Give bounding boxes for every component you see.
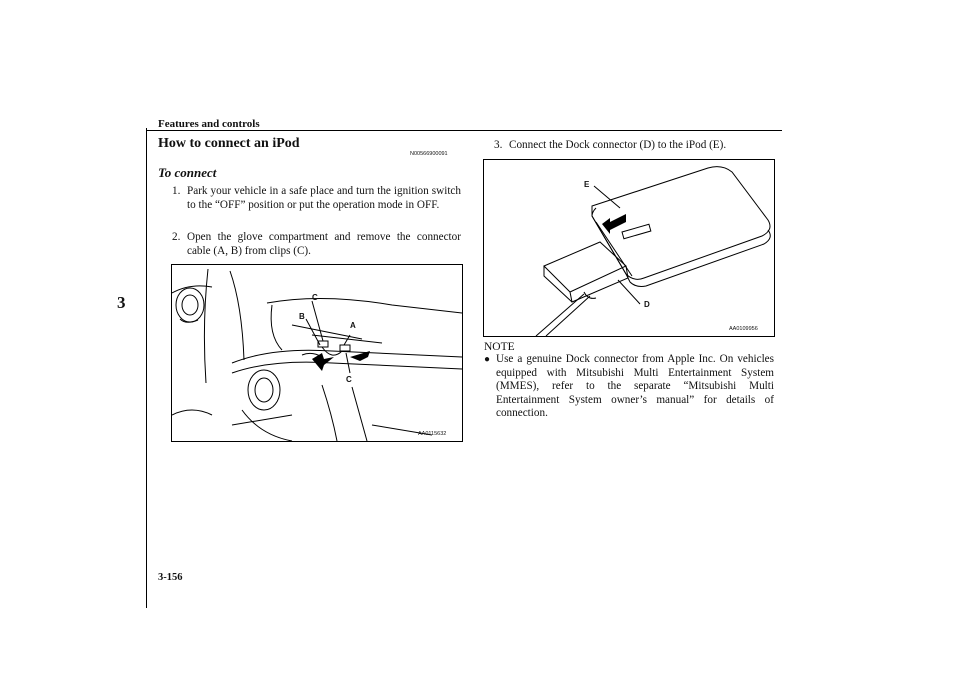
note-title: NOTE — [484, 341, 515, 353]
step-2 — [172, 231, 461, 258]
chapter-side-rule — [146, 128, 147, 608]
chapter-tab: 3 — [117, 293, 126, 312]
reference-code: N00566900091 — [410, 151, 448, 157]
note-text: Use a genuine Dock connector from Apple Inc. On vehicles equipped with Mitsubishi Multi Entertainment System (MMES), refer to the separate “Mitsubishi Multi Entertainment System owner’s manual” for details of connection. — [496, 353, 774, 420]
subheading: To connect — [158, 165, 217, 180]
section-header: Features and controls — [158, 118, 260, 130]
label-e: E — [584, 180, 590, 189]
glove-compartment-illustration — [172, 265, 462, 441]
bullet-icon: ● — [484, 354, 491, 365]
label-c-bottom: C — [346, 375, 352, 384]
step-text: Connect the Dock connector (D) to the iPod (E). — [509, 139, 727, 151]
step-number: 2. — [172, 231, 181, 243]
label-d: D — [644, 300, 650, 309]
figure-code: AA0109956 — [729, 326, 758, 332]
label-a: A — [350, 321, 356, 330]
page-title: How to connect an iPod — [158, 136, 300, 151]
figure-code: AA0115632 — [418, 431, 447, 437]
page-number: 3-156 — [158, 572, 183, 583]
step-1 — [172, 185, 461, 212]
step-number: 3. — [494, 139, 503, 151]
step-text: Park your vehicle in a safe place and turn the ignition switch to the “OFF” position or put the operation mode in OFF. — [187, 185, 461, 211]
step-number: 1. — [172, 185, 181, 197]
step-3 — [494, 139, 774, 153]
header-rule — [146, 130, 782, 131]
label-b: B — [299, 312, 305, 321]
label-c-top: C — [312, 293, 318, 302]
ipod-connector-illustration — [484, 160, 774, 336]
note-body — [484, 353, 774, 421]
figure-glove-compartment — [171, 264, 463, 442]
figure-ipod-connector — [483, 159, 775, 337]
step-text: Open the glove compartment and remove the connector cable (A, B) from clips (C). — [187, 231, 461, 257]
